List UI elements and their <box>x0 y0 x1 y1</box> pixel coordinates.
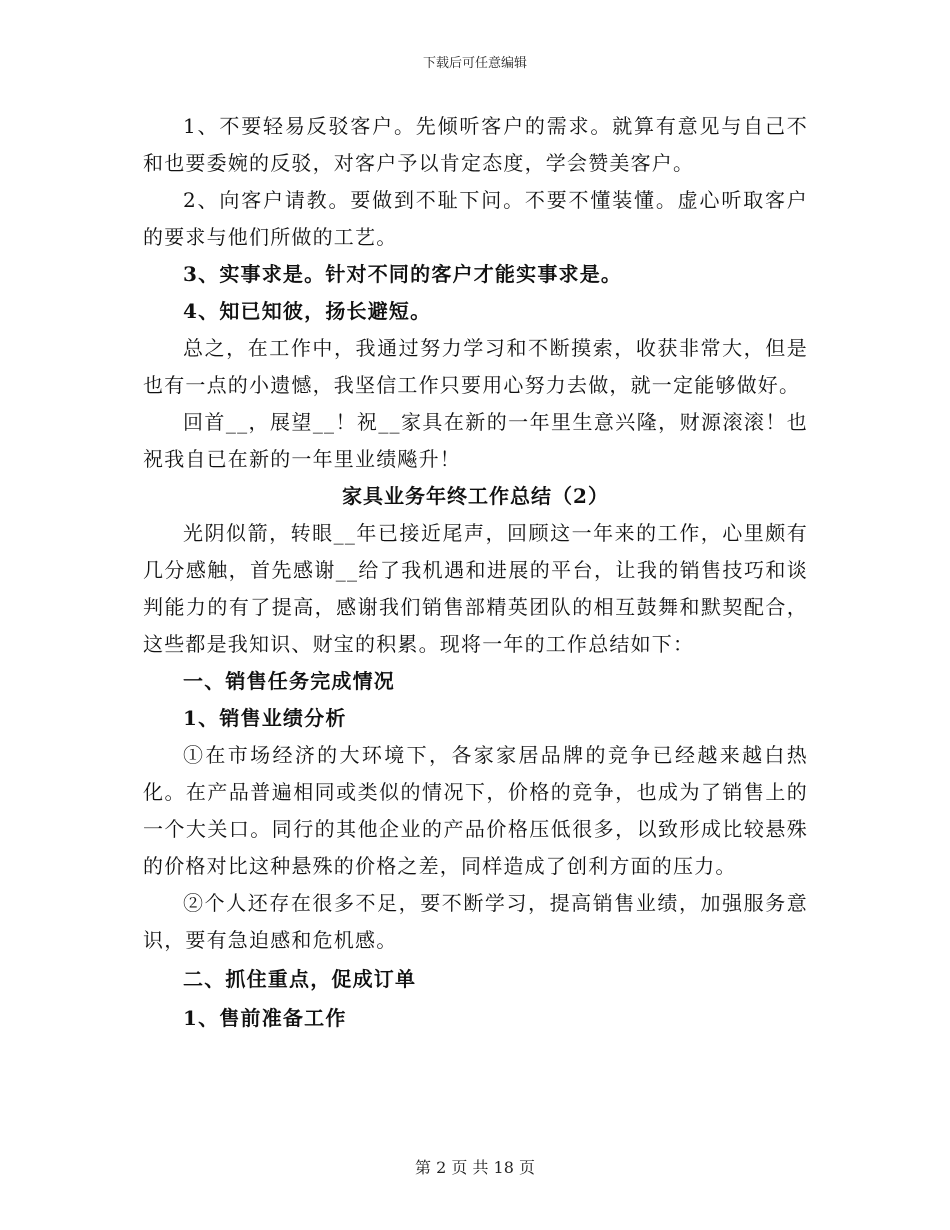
paragraph-6: 回首__，展望__！祝__家具在新的一年里生意兴隆，财源滚滚！也祝我自已在新的一年里业绩飚升！ <box>143 410 808 471</box>
section2-paragraph-1: 光阴似箭，转眼__年已接近尾声，回顾这一年来的工作，心里颇有几分感触，首先感谢__给了我机遇和进展的平台，让我的销售技巧和谈判能力的有了提高，感谢我们销售部精英团队的相互鼓舞和默契配合，这些都是我知识、财宝的积累。现将一年的工作总结如下： <box>143 521 808 656</box>
page-footer: 第 2 页 共 18 页 <box>415 1158 535 1177</box>
section2-paragraph-2: ①在市场经济的大环境下，各家家居品牌的竞争已经越来越白热化。在产品普遍相同或类似的情况下，价格的竞争，也成为了销售上的一个大关口。同行的其他企业的产品价格压低很多，以致形成比较悬殊的价格对比这种悬殊的价格之差，同样造成了创利方面的压力。 <box>143 743 808 878</box>
heading-presale-prep: 1、售前准备工作 <box>183 1006 347 1030</box>
paragraph-5: 总之，在工作中，我通过努力学习和不断摸索，收获非常大，但是也有一点的小遗憾，我坚信工作只要用心努力去做，就一定能够做好。 <box>143 336 808 397</box>
paragraph-3-bold: 3、实事求是。针对不同的客户才能实事求是。 <box>183 262 623 286</box>
heading-sales-performance: 1、销售业绩分析 <box>183 706 347 730</box>
paragraph-1: 1、不要轻易反驳客户。先倾听客户的需求。就算有意见与自己不和也要委婉的反驳，对客户予以肯定态度，学会赞美客户。 <box>143 114 808 175</box>
heading-focus-orders: 二、抓住重点，促成订单 <box>183 967 417 991</box>
heading-sales-task: 一、销售任务完成情况 <box>183 669 395 693</box>
section-title: 家具业务年终工作总结（2） <box>342 484 609 508</box>
document-body <box>143 108 808 1037</box>
page-header: 下载后可任意编辑 <box>422 56 527 71</box>
section2-paragraph-3: ②个人还存在很多不足，要不断学习，提高销售业绩，加强服务意识，要有急迫感和危机感。 <box>143 891 808 952</box>
paragraph-4-bold: 4、知已知彼，扬长避短。 <box>183 299 432 323</box>
paragraph-2: 2、向客户请教。要做到不耻下问。不要不懂装懂。虚心听取客户的要求与他们所做的工艺。 <box>143 188 808 249</box>
